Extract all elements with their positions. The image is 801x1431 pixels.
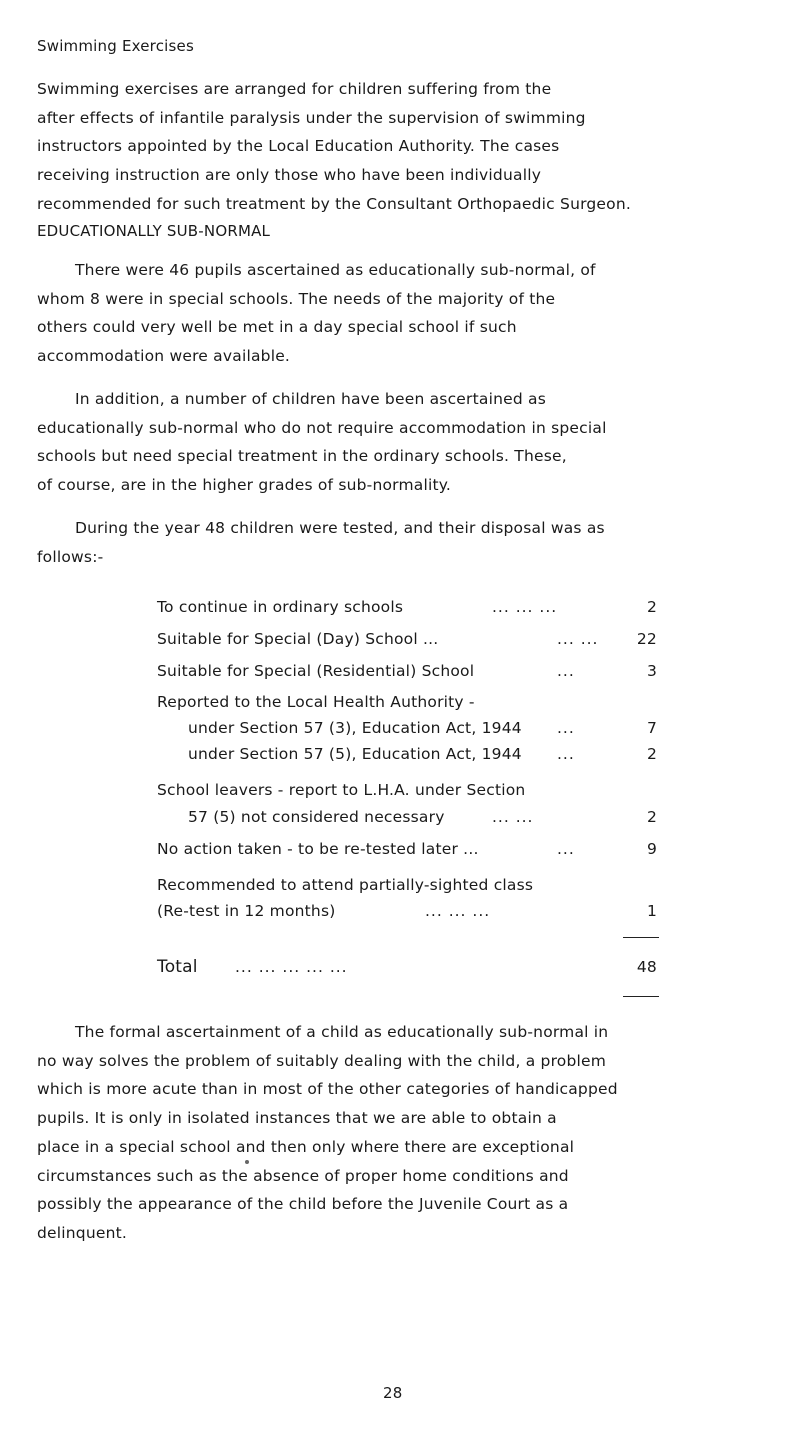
row-label: Recommended to attend partially-sighted class bbox=[157, 876, 534, 894]
table-row bbox=[157, 778, 657, 802]
table-row bbox=[157, 627, 657, 651]
row-dots: ... ... bbox=[557, 630, 599, 648]
table-row bbox=[157, 742, 657, 766]
text-line: after effects of infantile paralysis under the supervision of swimming bbox=[37, 108, 586, 127]
row-label: School leavers - report to L.H.A. under Section bbox=[157, 781, 526, 799]
table-row bbox=[157, 690, 657, 714]
text-line: In addition, a number of children have been ascertained as bbox=[75, 390, 546, 408]
row-value: 22 bbox=[636, 630, 657, 648]
text-line: of course, are in the higher grades of sub-normality. bbox=[37, 476, 452, 495]
table-row bbox=[157, 805, 657, 829]
row-value: 7 bbox=[646, 719, 657, 737]
text-line: educationally sub-normal who do not require accommodation in special bbox=[37, 418, 607, 437]
table-row bbox=[157, 659, 657, 683]
row-value: 2 bbox=[646, 808, 657, 826]
page-number: 28 bbox=[383, 1384, 403, 1402]
row-dots: ... ... ... bbox=[492, 598, 558, 616]
row-dots: ... bbox=[557, 719, 575, 737]
text-line: whom 8 were in special schools. The needs of the majority of the bbox=[37, 289, 556, 308]
text-line: The formal ascertainment of a child as educationally sub-normal in bbox=[75, 1023, 609, 1041]
table-row bbox=[157, 899, 657, 923]
text-line: place in a special school and then only where there are exceptional bbox=[37, 1137, 575, 1156]
row-dots: ... bbox=[557, 745, 575, 763]
text-line: which is more acute than in most of the other categories of handicapped bbox=[37, 1080, 618, 1099]
row-label: 57 (5) not considered necessary bbox=[188, 808, 445, 826]
text-line: possibly the appearance of the child before the Juvenile Court as a bbox=[37, 1195, 569, 1214]
row-label: Reported to the Local Health Authority - bbox=[157, 693, 475, 711]
text-line: Swimming exercises are arranged for children suffering from the bbox=[37, 80, 552, 98]
total-rule-bottom bbox=[623, 996, 659, 997]
row-label: under Section 57 (5), Education Act, 1944 bbox=[188, 745, 522, 763]
subnormal-paragraph-1 bbox=[37, 256, 596, 371]
subnormal-heading: EDUCATIONALLY SUB-NORMAL bbox=[37, 222, 271, 240]
text-line: follows:- bbox=[37, 547, 104, 566]
row-dots: ... ... bbox=[492, 808, 534, 826]
row-value: 2 bbox=[646, 598, 657, 616]
row-label: (Re-test in 12 months) bbox=[157, 902, 336, 920]
total-row bbox=[157, 955, 657, 979]
swimming-heading: Swimming Exercises bbox=[37, 37, 194, 55]
text-line: circumstances such as the absence of proper home conditions and bbox=[37, 1166, 569, 1185]
total-dots: ... ... ... ... ... bbox=[235, 958, 348, 976]
row-value: 3 bbox=[646, 662, 657, 680]
table-row bbox=[157, 595, 657, 619]
swimming-paragraph bbox=[37, 75, 631, 219]
table-row bbox=[157, 716, 657, 740]
total-rule-top bbox=[623, 937, 659, 938]
text-line: delinquent. bbox=[37, 1223, 128, 1242]
text-line: pupils. It is only in isolated instances that we are able to obtain a bbox=[37, 1109, 557, 1128]
row-label: No action taken - to be re-tested later ... bbox=[157, 840, 479, 858]
row-dots: ... ... ... bbox=[425, 902, 491, 920]
row-value: 9 bbox=[646, 840, 657, 858]
row-label: Suitable for Special (Residential) School bbox=[157, 662, 475, 680]
subnormal-paragraph-2 bbox=[37, 385, 607, 500]
row-dots: ... bbox=[557, 662, 575, 680]
row-label: under Section 57 (3), Education Act, 1944 bbox=[188, 719, 522, 737]
closing-paragraph bbox=[37, 1018, 618, 1248]
text-line: There were 46 pupils ascertained as educationally sub-normal, of bbox=[75, 261, 596, 279]
row-value: 1 bbox=[646, 902, 657, 920]
text-line: accommodation were available. bbox=[37, 347, 291, 366]
text-line: receiving instruction are only those who have been individually bbox=[37, 166, 542, 185]
text-line: instructors appointed by the Local Education Authority. The cases bbox=[37, 137, 560, 156]
text-line: others could very well be met in a day special school if such bbox=[37, 318, 517, 337]
row-label: Suitable for Special (Day) School ... bbox=[157, 630, 439, 648]
row-dots: ... bbox=[557, 840, 575, 858]
table-row bbox=[157, 837, 657, 861]
table-row bbox=[157, 873, 657, 897]
total-value: 48 bbox=[636, 958, 657, 976]
subnormal-paragraph-3 bbox=[37, 514, 605, 571]
text-line: During the year 48 children were tested, and their disposal was as bbox=[75, 519, 605, 537]
text-line: schools but need special treatment in the ordinary schools. These, bbox=[37, 447, 567, 466]
total-label: Total bbox=[157, 957, 198, 977]
text-line: recommended for such treatment by the Consultant Orthopaedic Surgeon. bbox=[37, 194, 632, 213]
row-value: 2 bbox=[646, 745, 657, 763]
row-label: To continue in ordinary schools bbox=[157, 598, 404, 616]
text-line: no way solves the problem of suitably dealing with the child, a problem bbox=[37, 1051, 607, 1070]
